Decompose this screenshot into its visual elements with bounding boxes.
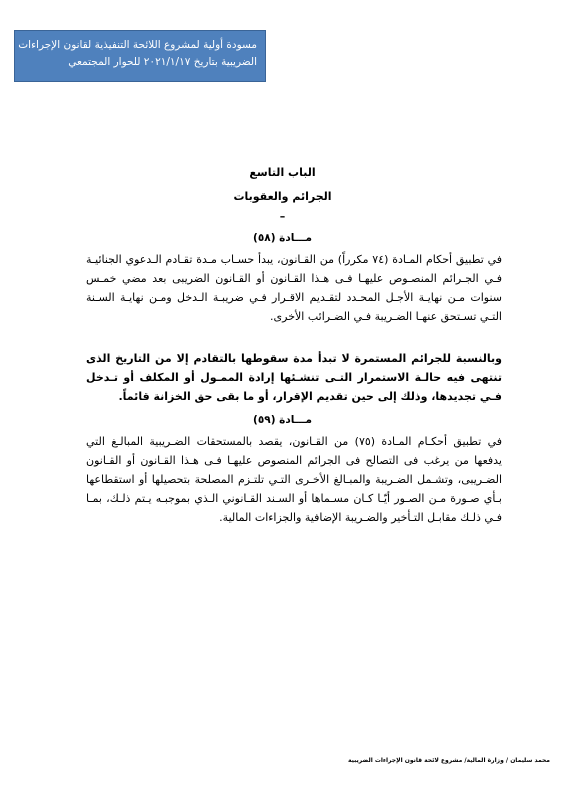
draft-notice-line-1: مسودة أولية لمشروع اللائحة التنفيذية لقانون الإجراءات xyxy=(18,39,257,51)
article-59-heading: مـــادة (٥٩) xyxy=(253,414,312,426)
article-58-heading: مـــادة (٥٨) xyxy=(253,232,312,244)
article-59-paragraph-1: في تطبيق أحكـام المـادة (٧٥) من القـانون، يقصد بالمستحقات الضـريبية المبالـغ التي يدفعها من يرغب فى التصالح فى الجرائم المنصوص عليهـا فـى هـذا القـانون أو القـانون الضـريبى، وتشـمل الضـريبة والمبـالغ الأخـرى التـي تلتـزم المصلحة بتحصيلها أو استقطاعها بـأي صـورة مـن الصـور أيّـا كـان مسـماها أو السـند القـانوني الـذي بموجبـه يـتم ذلـك، بمـا فـي ذلـك مقابـل التـأخير والضـريبة الإضافية والجزاءات المالية. xyxy=(86,435,503,524)
page-footer: محمد سليمان / وزارة المالية/ مشروع لائحة قانون الإجراءات الضريبية xyxy=(348,757,550,764)
chapter-subtitle: الجرائم والعقوبات xyxy=(233,190,332,203)
draft-notice-box xyxy=(14,30,266,82)
chapter-title: الباب التاسع xyxy=(249,166,316,179)
draft-notice-line-2: الضريبية بتاريخ ٢٠٢١/١/١٧ للحوار المجتمعي xyxy=(68,56,257,68)
article-58-paragraph-2: وبالنسبة للجرائم المستمرة لا تبدأ مدة سقوطها بالتقادم إلا من التاريخ الذى تنتهى فيه حالـة الاستمرار التـى تنشـئها إرادة الممـول أو المكلف أو تـدخل فـي تجديدها، وذلك إلى حين تقديم الإقرار، أو ما بقى حق الخزانة قائماً. xyxy=(86,352,502,403)
chapter-separator: – xyxy=(279,210,286,223)
article-58-paragraph-1: في تطبيق أحكام المـادة (٧٤ مكرراً) من القـانون، يبدأ حسـاب مـدة تقـادم الـدعوي الجنائيـة فـي الجـرائم المنصـوص عليهـا فـى هـذا القـانون أو القـانون الضريبى بعد مضي خمـس سنوات مـن نهايـة الأجـل المحـدد لتقـديم الاقـرار فـي ضريبـة الـدخل ومـن نهايـة السـنة التـي تسـتحق عنهـا الضـريبة فـي الضـرائب الأخرى. xyxy=(86,253,502,323)
